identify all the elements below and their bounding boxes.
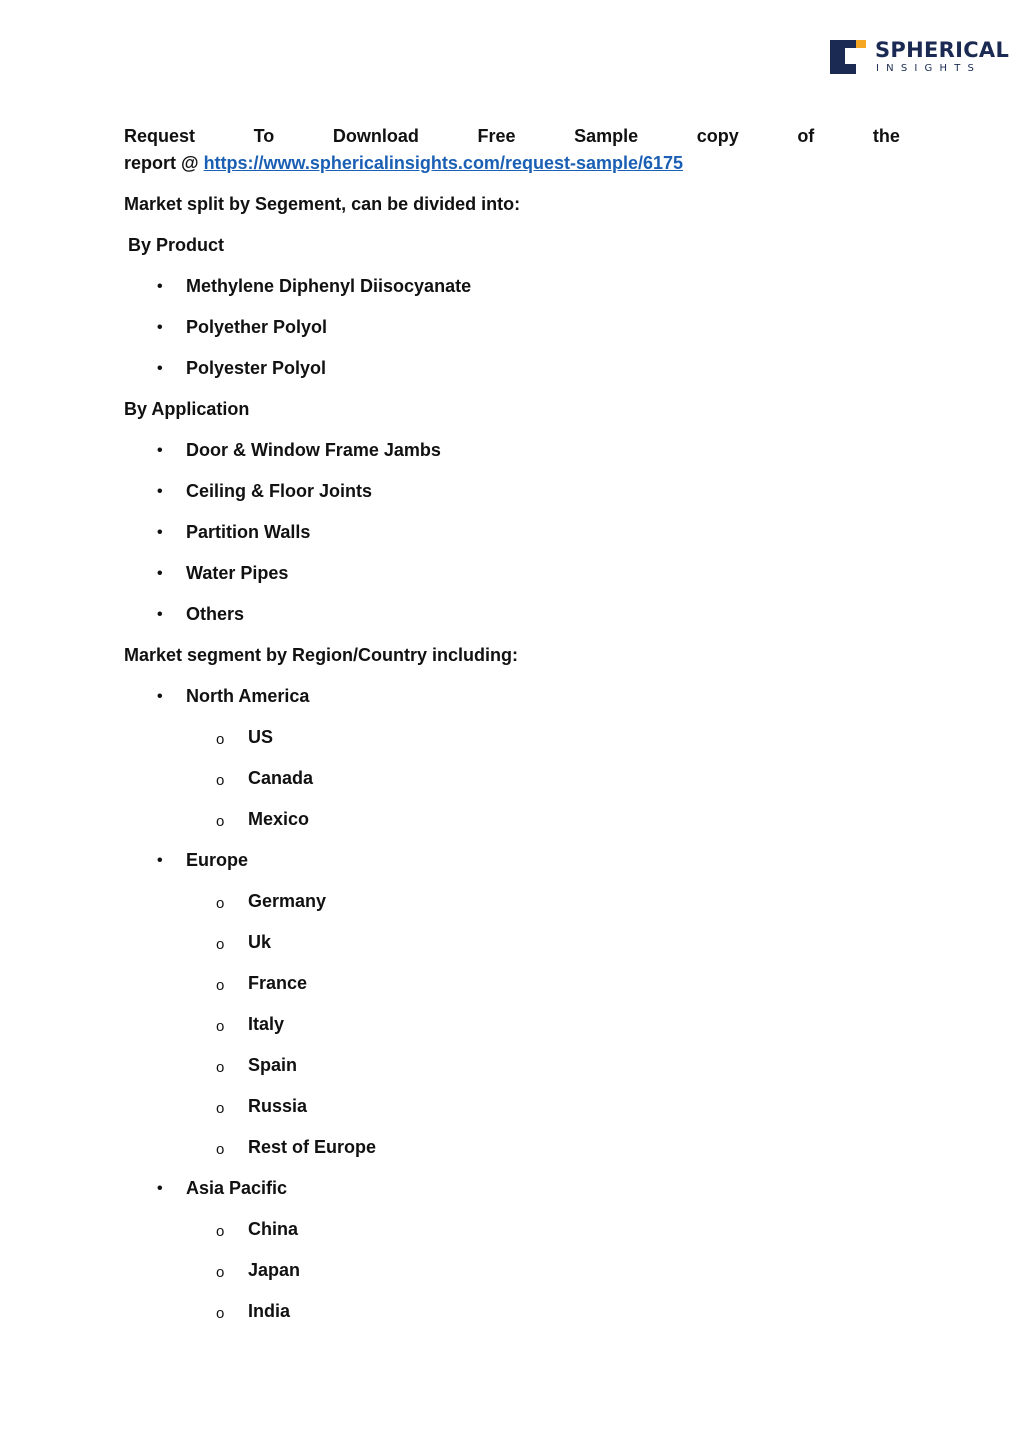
- brand-logo: [830, 38, 1010, 76]
- intro-word: of: [797, 126, 815, 146]
- region-item: [124, 1175, 900, 1202]
- circle-bullet-icon: o: [216, 977, 225, 994]
- country-item: [124, 1298, 900, 1325]
- circle-bullet-icon: o: [216, 1059, 225, 1076]
- country-label: US: [248, 727, 274, 747]
- bullet-icon: •: [157, 852, 163, 869]
- region-label: North America: [186, 686, 310, 706]
- bullet-icon: •: [157, 360, 163, 377]
- list-item: [124, 560, 900, 587]
- list-item: [124, 478, 900, 505]
- segment-heading: Market split by Segement, can be divided into:: [124, 194, 521, 214]
- circle-bullet-icon: o: [216, 1100, 225, 1117]
- country-item: [124, 1216, 900, 1243]
- country-label: Spain: [248, 1055, 298, 1075]
- intro-word: Download: [332, 126, 419, 146]
- list-item-label: Polyester Polyol: [186, 358, 327, 378]
- logo-name-bottom: INSIGHTS: [876, 63, 982, 74]
- country-label: Mexico: [248, 809, 310, 829]
- spherical-logo-icon: [830, 40, 866, 74]
- bullet-icon: •: [157, 442, 163, 459]
- list-item: [124, 314, 900, 341]
- country-label: Rest of Europe: [248, 1137, 377, 1157]
- country-label: Germany: [248, 891, 327, 911]
- region-item: [124, 683, 900, 710]
- intro-word: copy: [696, 126, 739, 146]
- country-label: China: [248, 1219, 299, 1239]
- bullet-icon: •: [157, 565, 163, 582]
- country-item: [124, 765, 900, 792]
- list-item-label: Ceiling & Floor Joints: [186, 481, 373, 501]
- region-label: Europe: [186, 850, 249, 870]
- circle-bullet-icon: o: [216, 895, 225, 912]
- logo-name-top: SPHERICAL: [875, 38, 1010, 62]
- region-label: Asia Pacific: [186, 1178, 288, 1198]
- circle-bullet-icon: o: [216, 1264, 225, 1281]
- intro-prefix: report @: [124, 153, 204, 173]
- country-label: India: [248, 1301, 291, 1321]
- circle-bullet-icon: o: [216, 813, 225, 830]
- list-item-label: Others: [186, 604, 245, 624]
- intro-word: the: [872, 126, 900, 146]
- country-item: [124, 1052, 900, 1079]
- list-item-label: Water Pipes: [186, 563, 289, 583]
- country-item: [124, 970, 900, 997]
- region-item: [124, 847, 900, 874]
- intro-word: Free: [477, 126, 516, 146]
- circle-bullet-icon: o: [216, 772, 225, 789]
- bullet-icon: •: [157, 688, 163, 705]
- intro-word: To: [253, 126, 275, 146]
- country-label: Italy: [248, 1014, 285, 1034]
- intro-line-1: [124, 123, 900, 150]
- request-sample-link[interactable]: https://www.sphericalinsights.com/request-sample/6175: [203, 153, 684, 173]
- circle-bullet-icon: o: [216, 1018, 225, 1035]
- product-heading: By Product: [128, 235, 225, 255]
- list-item-label: Methylene Diphenyl Diisocyanate: [186, 276, 472, 296]
- country-item: [124, 888, 900, 915]
- country-label: Japan: [248, 1260, 301, 1280]
- circle-bullet-icon: o: [216, 936, 225, 953]
- intro-word: Sample: [574, 126, 639, 146]
- country-label: Uk: [248, 932, 272, 952]
- list-item: [124, 273, 900, 300]
- country-item: [124, 1134, 900, 1161]
- circle-bullet-icon: o: [216, 1305, 225, 1322]
- bullet-icon: •: [157, 524, 163, 541]
- intro-word: Request: [124, 126, 196, 146]
- country-item: [124, 1093, 900, 1120]
- document-body: [124, 123, 900, 1325]
- country-label: Russia: [248, 1096, 308, 1116]
- list-item: [124, 355, 900, 382]
- country-item: [124, 929, 900, 956]
- list-item: [124, 601, 900, 628]
- country-label: Canada: [248, 768, 314, 788]
- bullet-icon: •: [157, 278, 163, 295]
- list-item-label: Partition Walls: [186, 522, 311, 542]
- country-item: [124, 806, 900, 833]
- bullet-icon: •: [157, 483, 163, 500]
- list-item: [124, 519, 900, 546]
- bullet-icon: •: [157, 1180, 163, 1197]
- application-heading: By Application: [124, 399, 250, 419]
- circle-bullet-icon: o: [216, 731, 225, 748]
- country-item: [124, 1011, 900, 1038]
- region-heading: Market segment by Region/Country including:: [124, 645, 519, 665]
- country-label: France: [248, 973, 308, 993]
- intro-line-2: [124, 150, 900, 177]
- list-item-label: Door & Window Frame Jambs: [186, 440, 441, 460]
- list-item-label: Polyether Polyol: [186, 317, 328, 337]
- country-item: [124, 724, 900, 751]
- country-item: [124, 1257, 900, 1284]
- circle-bullet-icon: o: [216, 1141, 225, 1158]
- bullet-icon: •: [157, 606, 163, 623]
- circle-bullet-icon: o: [216, 1223, 225, 1240]
- list-item: [124, 437, 900, 464]
- bullet-icon: •: [157, 319, 163, 336]
